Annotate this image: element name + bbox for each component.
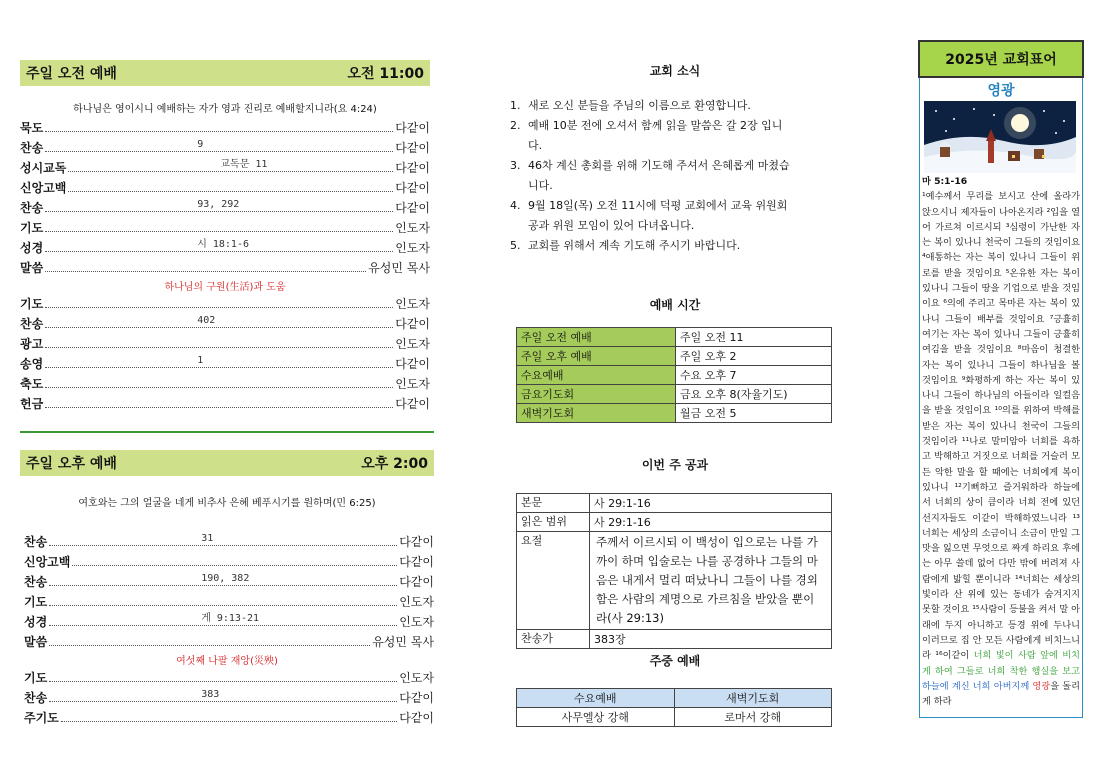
motto-title: 2025년 교회표어	[918, 40, 1084, 78]
dot-leader	[49, 644, 370, 646]
order-row	[20, 176, 430, 196]
order-row	[20, 156, 430, 176]
morning-service-time: 오전 11:00	[347, 66, 424, 82]
news-number: 2.	[510, 119, 521, 132]
table-key: 찬송가	[517, 630, 590, 649]
motto-text-end: 을 돌리게 하라	[922, 680, 1081, 708]
order-leader: 다같이	[399, 711, 434, 725]
motto-subtitle: 영광	[987, 83, 1015, 99]
table-row	[517, 404, 832, 423]
table-key: 금요기도회	[517, 385, 676, 404]
morning-verse: 하나님은 영이시니 예배하는 자가 영과 진리로 예배할지니라(요 4:24)	[73, 104, 377, 115]
order-label: 기도	[24, 595, 48, 609]
order-leader: 다같이	[395, 201, 430, 215]
order-row	[20, 256, 430, 276]
order-row	[24, 706, 434, 726]
weekday-header-wed: 수요예배	[517, 689, 675, 708]
dot-leader	[49, 604, 397, 606]
order-label: 기도	[20, 297, 44, 311]
order-detail: 31	[201, 533, 214, 544]
order-label: 헌금	[20, 397, 44, 411]
order-leader: 다같이	[395, 161, 430, 175]
news-text: 교회를 위해서 계속 기도해 주시기 바랍니다.	[528, 239, 741, 252]
order-leader: 다같이	[395, 397, 430, 411]
table-key: 주일 오후 예배	[517, 347, 676, 366]
order-leader: 인도자	[399, 671, 434, 685]
dot-leader	[49, 689, 397, 702]
order-label: 성경	[24, 615, 48, 629]
dot-leader	[49, 680, 397, 682]
dot-leader	[68, 190, 393, 192]
order-label: 기도	[20, 221, 44, 235]
afternoon-sermon-title: 여섯째 나팔 재앙(災殃)	[176, 656, 278, 667]
news-text: 46차 계신 총회를 위해 기도해 주셔서 은혜롭게 마쳤습니다.	[528, 159, 790, 192]
order-detail: 시 18:1-6	[195, 235, 251, 250]
motto-reference: 마 5:1-16	[922, 176, 968, 187]
order-leader: 다같이	[399, 691, 434, 705]
table-row	[517, 494, 832, 513]
order-row	[24, 550, 434, 570]
dot-leader	[45, 306, 393, 308]
order-detail: 게 9:13-21	[199, 609, 261, 624]
morning-service-header	[20, 60, 430, 86]
news-title: 교회 소식	[649, 64, 701, 78]
order-leader: 다같이	[395, 357, 430, 371]
dot-leader	[45, 355, 393, 368]
order-row	[24, 610, 434, 630]
order-label: 기도	[24, 671, 48, 685]
table-value: 주일 오전 11	[676, 328, 832, 347]
news-number: 4.	[510, 199, 521, 212]
order-row	[24, 570, 434, 590]
news-number: 3.	[510, 159, 521, 172]
order-row	[24, 666, 434, 686]
order-label: 찬송	[24, 575, 48, 589]
winter-night-illustration	[924, 101, 1076, 173]
order-leader: 다같이	[395, 141, 430, 155]
table-key: 수요예배	[517, 366, 676, 385]
order-row	[20, 292, 430, 312]
order-label: 말씀	[24, 635, 48, 649]
afternoon-service-header	[20, 450, 434, 476]
table-value: 수요 오후 7	[676, 366, 832, 385]
news-item	[510, 116, 792, 156]
afternoon-service-time: 오후 2:00	[361, 456, 428, 472]
motto-scripture	[922, 174, 1080, 709]
dot-leader	[49, 613, 397, 626]
order-detail: 교독문 11	[218, 155, 269, 170]
table-value: 주일 오후 2	[676, 347, 832, 366]
dot-leader	[45, 346, 393, 348]
schedule-title: 예배 시간	[649, 298, 701, 312]
order-row	[24, 590, 434, 610]
order-leader: 인도자	[395, 337, 430, 351]
order-label: 광고	[20, 337, 44, 351]
order-leader: 다같이	[395, 181, 430, 195]
order-label: 찬송	[20, 201, 44, 215]
dot-leader	[45, 139, 393, 152]
table-row	[517, 513, 832, 532]
order-label: 찬송	[24, 691, 48, 705]
afternoon-service-title: 주일 오후 예배	[26, 456, 117, 472]
order-label: 성시교독	[20, 161, 67, 175]
order-label: 신앙고백	[20, 181, 67, 195]
table-key: 주일 오전 예배	[517, 328, 676, 347]
dot-leader	[45, 406, 393, 408]
order-label: 축도	[20, 377, 44, 391]
order-detail: 9	[197, 139, 204, 150]
order-leader: 유성민 목사	[368, 261, 430, 275]
order-row	[20, 116, 430, 136]
order-detail: 1	[197, 355, 204, 366]
motto-text-blue: 하늘에 계신 너희 아버지께	[922, 680, 1033, 692]
weekday-value-dawn: 로마서 강해	[674, 708, 832, 727]
news-number: 5.	[510, 239, 521, 252]
table-key: 새벽기도회	[517, 404, 676, 423]
dot-leader	[49, 573, 397, 586]
order-row	[20, 352, 430, 372]
section-divider	[20, 431, 434, 433]
order-label: 찬송	[20, 317, 44, 331]
dot-leader	[49, 533, 397, 546]
table-row	[517, 630, 832, 649]
news-item	[510, 96, 792, 116]
order-row	[20, 372, 430, 392]
table-value: 사 29:1-16	[590, 494, 832, 513]
order-detail: 402	[197, 315, 216, 326]
table-value: 사 29:1-16	[590, 513, 832, 532]
table-key: 본문	[517, 494, 590, 513]
news-text: 9월 18일(목) 오전 11시에 덕평 교회에서 교육 위원회 공과 위원 모임이 있어 다녀옵니다.	[528, 199, 788, 232]
table-row	[517, 328, 832, 347]
dot-leader	[68, 159, 393, 172]
dot-leader	[45, 315, 393, 328]
weekday-value-wed: 사무엘상 강해	[517, 708, 675, 727]
lesson-table	[516, 493, 832, 649]
lesson-title: 이번 주 공과	[641, 458, 709, 472]
dot-leader	[45, 239, 393, 252]
order-leader: 다같이	[395, 121, 430, 135]
news-text: 예배 10분 전에 오셔서 함께 읽을 말씀은 갈 2장 입니다.	[528, 119, 783, 152]
order-leader: 다같이	[395, 317, 430, 331]
order-row	[20, 332, 430, 352]
motto-text: ¹예수께서 무리를 보시고 산에 올라가 앉으시니 제자들이 나아온지라 ²입을 열어 가르쳐 이르시되 ³심령이 가난한 자는 복이 있나니 천국이 그들의 것임이요 ⁴애통하는 자는 복이 있나니 그들이 위로를 받을 것임이요 ⁵온유한 자는 복이 있나니 그들이 땅을 기업으로 받을 것임이요 ⁶의에 주리고 목마른 자는 복이 있나니 그들이 배부를 것임이요 ⁷긍휼히 여기는 자는 복이 있나니 그들이 긍휼히 여김을 받을 것임이요 ⁸마음이 청결한 자는 복이 있나니 그들이 하나님을 볼 것임이요 ⁹화평하게 하는 자는 복이 있나니 그들이 하나님의 아들이라 일컬음을 받을 것임이요 ¹⁰의를 위하여 박해를 받은 자는 복이 있나니 천국이 그들의 것임이라 ¹¹나로 말미암아 너희를 욕하고 박해하고 거짓으로 너희를 거슬러 모든 악한 말을 할 때에는 너희에게 복이 있나니 ¹²기뻐하고 즐거워하라 하늘에서 너희의 상이 큼이라 너희 전에 있던 선지자들도 이같이 박해하였느니라 ¹³너희는 세상의 소금이니 소금이 만일 그 맛을 잃으면 무엇으로 짜게 하리요 후에는 아무 쓸데 없어 다만 밖에 버려져 사람에게 밟힐 뿐이니라 ¹⁴너희는 세상의 빛이라 산 위에 있는 동네가 숨겨지지 못할 것이요 ¹⁵사람이 등불을 켜서 말 아래에 두지 아니하고 등경 위에 두나니 이러므로 집 안 모든 사람에게 비치느니라 ¹⁶이같이	[922, 191, 1081, 662]
order-row	[24, 530, 434, 550]
order-leader: 다같이	[399, 575, 434, 589]
motto-text-green: 너희 빛이 사람 앞에 비치게 하여 그들로 너희 착한 행실을 보고	[922, 650, 1080, 677]
dot-leader	[45, 270, 366, 272]
order-label: 말씀	[20, 261, 44, 275]
table-row	[517, 532, 832, 630]
table-key: 요절	[517, 532, 590, 630]
morning-service-title: 주일 오전 예배	[26, 66, 117, 82]
order-label: 찬송	[24, 535, 48, 549]
order-detail: 93, 292	[197, 199, 240, 210]
order-row	[20, 196, 430, 216]
table-value: 금요 오후 8(자율기도)	[676, 385, 832, 404]
order-leader: 유성민 목사	[372, 635, 434, 649]
dot-leader	[45, 130, 393, 132]
dot-leader	[45, 230, 393, 232]
order-row	[24, 686, 434, 706]
order-label: 묵도	[20, 121, 44, 135]
order-leader: 인도자	[395, 221, 430, 235]
order-leader: 다같이	[399, 555, 434, 569]
order-row	[20, 216, 430, 236]
dot-leader	[72, 564, 397, 566]
news-list	[510, 96, 792, 256]
table-row	[517, 366, 832, 385]
order-leader: 인도자	[399, 595, 434, 609]
news-item	[510, 156, 792, 196]
weekday-title: 주중 예배	[649, 654, 701, 668]
order-leader: 인도자	[399, 615, 434, 629]
dot-leader	[61, 720, 397, 722]
dot-leader	[45, 199, 393, 212]
order-detail: 190, 382	[201, 573, 250, 584]
news-item	[510, 236, 792, 256]
order-label: 성경	[20, 241, 44, 255]
table-value: 월금 오전 5	[676, 404, 832, 423]
order-row	[20, 136, 430, 156]
table-value: 주께서 이르시되 이 백성이 입으로는 나를 가까이 하며 입술로는 나를 공경하나 그들의 마음은 내게서 멀리 떠났나니 그들이 나를 경외함은 사람의 계명으로 가르침을 받았을 뿐이라(사 29:13)	[590, 532, 832, 630]
order-label: 찬송	[20, 141, 44, 155]
order-leader: 인도자	[395, 241, 430, 255]
afternoon-verse: 여호와는 그의 얼굴을 네게 비추사 은혜 베푸시기를 원하며(민 6:25)	[78, 498, 376, 509]
order-row	[20, 312, 430, 332]
motto-text-red: 영광	[1032, 680, 1051, 692]
order-row	[20, 392, 430, 412]
order-detail: 383	[201, 689, 220, 700]
dot-leader	[45, 386, 393, 388]
order-row	[20, 236, 430, 256]
table-value: 383장	[590, 630, 832, 649]
order-label: 송영	[20, 357, 44, 371]
order-label: 신앙고백	[24, 555, 71, 569]
morning-sermon-title: 하나님의 구원(生活)과 도움	[164, 282, 286, 293]
order-leader: 인도자	[395, 297, 430, 311]
table-row	[517, 385, 832, 404]
news-item	[510, 196, 792, 236]
order-label: 주기도	[24, 711, 59, 725]
order-row	[24, 630, 434, 650]
weekday-table	[516, 688, 832, 727]
table-key: 읽은 범위	[517, 513, 590, 532]
schedule-table	[516, 327, 832, 423]
news-text: 새로 오신 분들을 주님의 이름으로 환영합니다.	[528, 99, 751, 112]
table-row	[517, 347, 832, 366]
weekday-header-dawn: 새벽기도회	[674, 689, 832, 708]
order-leader: 다같이	[399, 535, 434, 549]
news-number: 1.	[510, 99, 521, 112]
order-leader: 인도자	[395, 377, 430, 391]
